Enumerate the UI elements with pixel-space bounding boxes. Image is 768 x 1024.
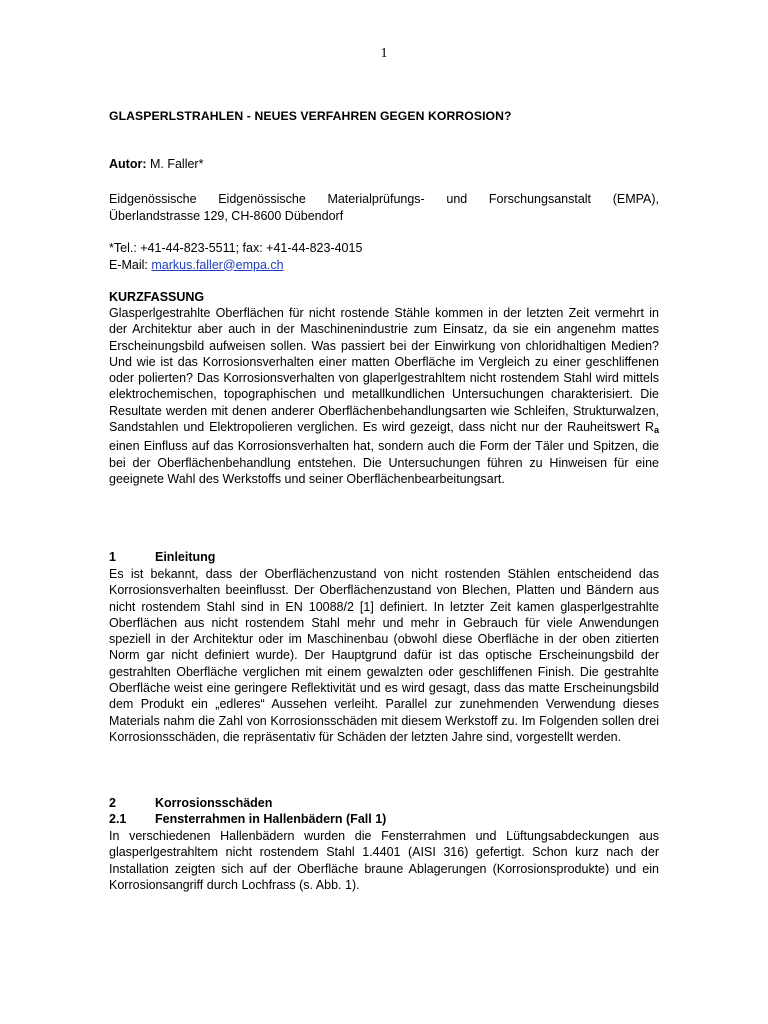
author-line <box>109 157 659 171</box>
author-name: M. Faller* <box>149 157 204 171</box>
section-2-heading <box>109 796 659 810</box>
section-1-text: Es ist bekannt, dass der Oberflächenzustand von nicht rostenden Stählen entscheidend das Korrosionsverhalten beeinflusst. Der Oberflächenzustand von Blechen, Platten und Bändern aus nicht rostendem Stahl sind in EN 10088/2 [1] definiert. In letzter Zeit kamen glasperlgestrahlte Oberflächen aus nicht rostendem Stahl mehr und mehr in Gebrauch für viele Anwendungen speziell in der Architektur oder im Maschinenbau (obwohl diese Oberfläche in der oben zitierten Norm gar nicht definiert wurde). Der Hauptgrund dafür ist das optische Erscheinungsbild der gestrahlten Oberfläche verglichen mit einem gewalzten oder geschliffenen Finish. Die gestrahlte Oberfläche weist eine geringere Reflektivität und es wird gesagt, dass das matte Erscheinungsbild dem Produkt ein „edleres“ Aussehen verleiht. Parallel zur zunehmenden Verwendung dieses Materials nahm die Zahl von Korrosionsschäden mit diesem Werkstoff zu. Im Folgenden sollen drei Korrosionsschäden, die repräsentativ für Schäden der letzten Jahre sind, vorgestellt werden. <box>109 567 659 744</box>
section-1-title: Einleitung <box>155 550 216 564</box>
section-2-1-heading <box>109 812 659 826</box>
email-link[interactable]: markus.faller@empa.ch <box>151 257 284 272</box>
abstract-text <box>109 305 659 487</box>
section-2-1-title: Fensterrahmen in Hallenbädern (Fall 1) <box>155 812 387 826</box>
phone-fax: *Tel.: +41-44-823-5511; fax: +41-44-823-4015 <box>109 241 363 255</box>
email-label: E-Mail: <box>109 257 148 272</box>
section-2-number: 2 <box>109 796 116 810</box>
section-1-number: 1 <box>109 550 116 564</box>
section-2-title: Korrosionsschäden <box>155 796 273 810</box>
section-2-1-number: 2.1 <box>109 812 127 826</box>
section-1-heading <box>109 550 659 564</box>
email-line <box>109 257 659 274</box>
page-number: 1 <box>380 46 388 61</box>
author-label: Autor: <box>109 157 147 171</box>
abstract-text-part2: einen Einfluss auf das Korrosionsverhalten hat, sondern auch die Form der Täler und Spitzen, die bei der Oberflächenbehandlung entstehen. Die Untersuchungen führen zu Hinweisen für eine geeignete Wahl des Werkstoffs und seiner Oberflächenbearbeitungsart. <box>109 439 659 486</box>
abstract-subscript: a <box>653 425 659 436</box>
section-2-1-text: In verschiedenen Hallenbädern wurden die Fensterrahmen und Lüftungsabdeckungen aus glasperlgestrahltem nicht rostendem Stahl 1.4401 (AISI 316) gefertigt. Schon kurz nach der Installation zeigten sich auf der Oberfläche braune Ablagerungen (Korrosionsprodukte) und ein Korrosionsangriff durch Lochfrass (s. Abb. 1). <box>109 829 659 892</box>
document-title: GLASPERLSTRAHLEN - NEUES VERFAHREN GEGEN KORROSION? <box>109 109 512 123</box>
abstract-heading: KURZFASSUNG <box>109 290 205 304</box>
affiliation: Eidgenössische Eidgenössische Materialprüfungs- und Forschungsanstalt (EMPA), Überlandstrasse 129, CH-8600 Dübendorf <box>109 192 659 223</box>
abstract-text-part1: Glasperlgestrahlte Oberflächen für nicht rostende Stähle kommen in der letzten Zeit vermehrt in der Architektur aber auch in der Maschinenindustrie zum Einsatz, da sie ein angenehm mattes Erscheinungsbild aufweisen sollen. Was passiert bei der Einwirkung von chloridhaltigen Medien? Und wie ist das Korrosionsverhalten einer matten Oberfläche im Vergleich zu einer geschliffenen oder polierten? Das Korrosionsverhalten von glaperlgestrahltem nicht rostendem Stahl wird mittels elektrochemischen, topographischen und metallkundlichen Untersuchungen charakterisiert. Die Resultate werden mit denen anderer Oberflächenbehandlungsarten wie Schleifen, Strukturwalzen, Sandstahlen und Elektropolieren verglichen. Es wird gezeigt, dass nicht nur der Rauheitswert R <box>109 306 659 435</box>
contact-block <box>109 240 659 273</box>
